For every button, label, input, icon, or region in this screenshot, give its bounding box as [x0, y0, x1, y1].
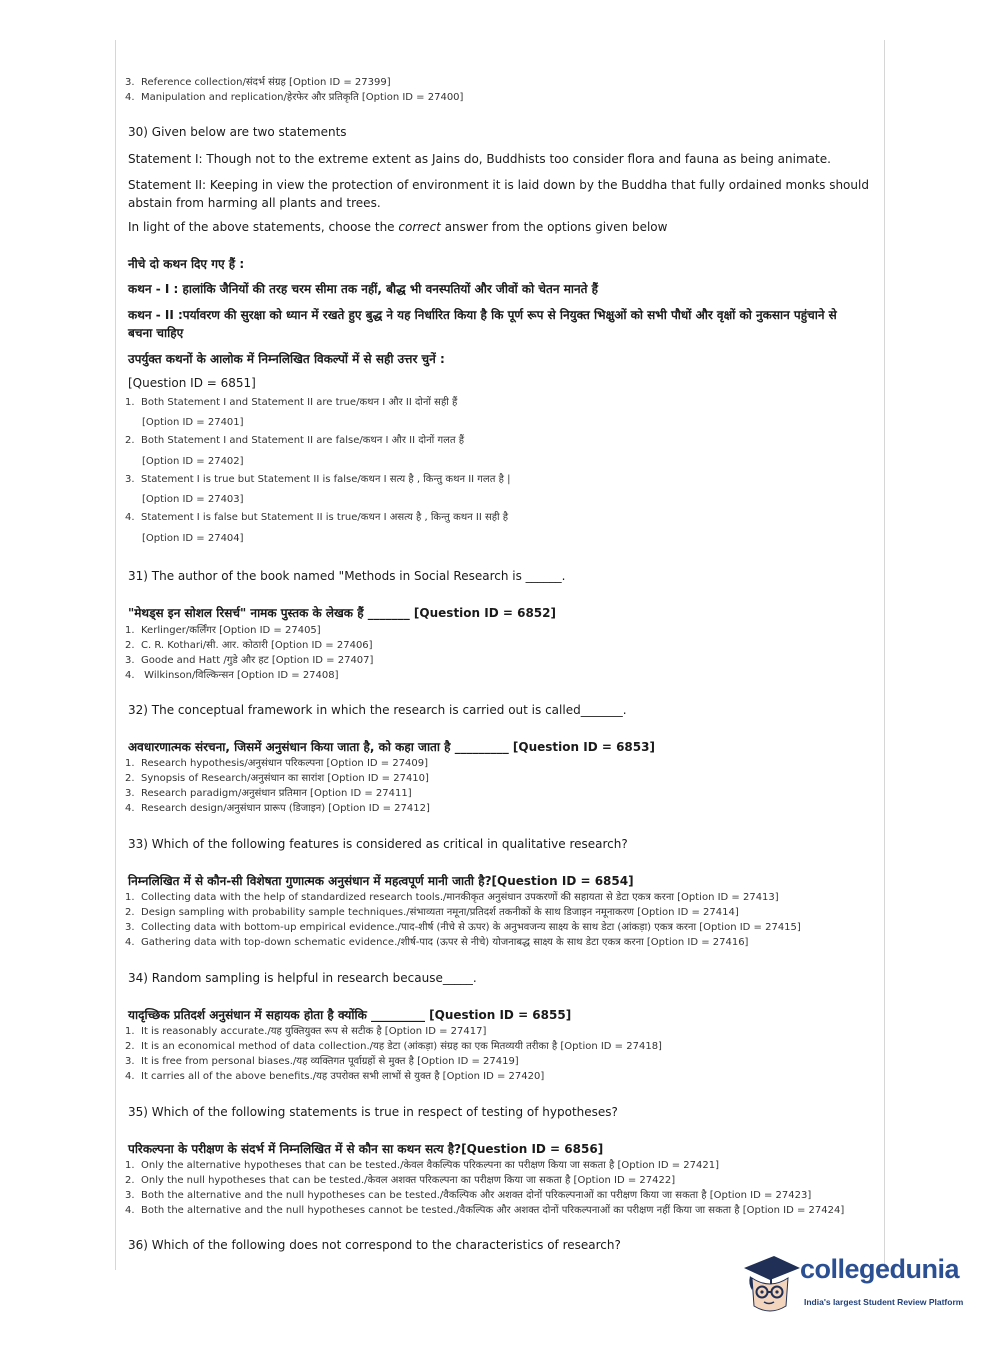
option-item: 2. Design sampling with probability sample techniques./संभाव्यता नमूना/प्रतिदर्श तकनीकों के साथ डिजाइन नमूनाकरण [Option ID = 27414]: [125, 907, 739, 918]
page-border-left: [115, 40, 116, 1270]
option-item: 1. It is reasonably accurate./यह युक्तियुक्त रूप से सटीक है [Option ID = 27417]: [125, 1026, 487, 1037]
option-item: 1. Research hypothesis/अनुसंधान परिकल्पना [Option ID = 27409]: [125, 758, 429, 769]
option-item: 4. Statement I is false but Statement II is true/कथन I असत्य है , किन्तु कथन II सही है: [125, 512, 509, 523]
question-30-statement-1: Statement I: Though not to the extreme extent as Jains do, Buddhists too consider flora and fauna as being animate.: [128, 152, 831, 166]
question-30-hindi-statement-2: कथन - II :पर्यावरण की सुरक्षा को ध्यान में रखते हुए बुद्ध ने यह निर्धारित किया है कि पूर्ण रूप से नियुक्त भिक्षुओं को सभी पौधों और वृक्षों को नुकसान पहुंचाने से बचना चाहिए: [128, 308, 837, 340]
option-item: 3. Both the alternative and the null hypotheses can be tested./वैकल्पिक और अशक्त दोनों परिकल्पनाओं का परीक्षण किया जा सकता है [Option ID = 27423]: [125, 1190, 812, 1201]
question-30-title: 30) Given below are two statements: [128, 125, 347, 139]
logo-wordmark: collegedunia: [800, 1254, 960, 1284]
question-30-hindi-intro: नीचे दो कथन दिए गए हैं :: [128, 257, 245, 271]
option-item: 4. Research design/अनुसंधान प्रारूप (डिजाइन) [Option ID = 27412]: [125, 803, 430, 814]
question-32-hindi: अवधारणात्मक संरचना, जिसमें अनुसंधान किया जाता है, को कहा जाता है _________ [Question ID = 6853]: [128, 740, 655, 754]
option-item: 1. Kerlinger/कर्लिंगर [Option ID = 27405]: [125, 625, 321, 636]
question-31-hindi: "मेथड्स इन सोशल रिसर्च" नामक पुस्तक के लेखक हैं _______ [Question ID = 6852]: [128, 606, 556, 620]
option-item: 2. Both Statement I and Statement II are false/कथन I और II दोनों गलत हैं: [125, 435, 465, 446]
logo-tagline: India's largest Student Review Platform: [804, 1297, 964, 1307]
option-item: 2. Only the null hypotheses that can be tested./केवल अशक्त परिकल्पना का परीक्षण किया जा सकता है [Option ID = 27422]: [125, 1175, 676, 1186]
option-id: [Option ID = 27403]: [142, 494, 244, 505]
option-item: 1. Both Statement I and Statement II are true/कथन I और II दोनों सही हैं: [125, 397, 458, 408]
question-33-title: 33) Which of the following features is considered as critical in qualitative research?: [128, 837, 628, 851]
question-30-id: [Question ID = 6851]: [128, 376, 256, 390]
collegedunia-logo[interactable]: [740, 1250, 980, 1316]
option-id: [Option ID = 27404]: [142, 533, 244, 544]
option-id: [Option ID = 27402]: [142, 456, 244, 467]
option-item: 2. Synopsis of Research/अनुसंधान का सारांश [Option ID = 27410]: [125, 773, 429, 784]
option-item: 3. It is free from personal biases./यह व्यक्तिगत पूर्वाग्रहों से मुक्त है [Option ID = 27419]: [125, 1056, 519, 1067]
student-mascot-icon: [740, 1250, 800, 1316]
option-item: 2. It is an economical method of data collection./यह डेटा (आंकड़ा) संग्रह का एक मितव्ययी तरीका है [Option ID = 27418]: [125, 1041, 662, 1052]
option-item: 3. Collecting data with bottom-up empirical evidence./पाद-शीर्ष (नीचे से ऊपर) के अनुभवजन्य साक्ष्य के साथ डेटा (आंकड़ा) एकत्र करना [Option ID = 27415]: [125, 922, 801, 933]
question-30-hindi-statement-1: कथन - I : हालांकि जैनियों की तरह चरम सीमा तक नहीं, बौद्ध भी वनस्पतियों और जीवों को चेतन मानते हैं: [128, 282, 599, 296]
question-34-title: 34) Random sampling is helpful in research because_____.: [128, 971, 477, 985]
option-item: 3. Reference collection/संदर्भ संग्रह [Option ID = 27399]: [125, 77, 391, 88]
option-item: 4. Wilkinson/विल्किन्सन [Option ID = 27408]: [125, 670, 339, 681]
option-item: 3. Statement I is true but Statement II is false/कथन I सत्य है , किन्तु कथन II गलत है |: [125, 474, 511, 485]
question-32-title: 32) The conceptual framework in which the research is carried out is called_______.: [128, 703, 627, 717]
question-34-hindi: यादृच्छिक प्रतिदर्श अनुसंधान में सहायक होता है क्योंकि _________ [Question ID = 6855]: [128, 1008, 572, 1022]
question-30-instruction: In light of the above statements, choose the correct answer from the options given below: [128, 220, 668, 234]
option-item: 1. Only the alternative hypotheses that can be tested./केवल वैकल्पिक परिकल्पना का परीक्षण किया जा सकता है [Option ID = 27421]: [125, 1160, 719, 1171]
question-35-title: 35) Which of the following statements is true in respect of testing of hypotheses?: [128, 1105, 618, 1119]
question-30-statement-2: Statement II: Keeping in view the protection of environment it is laid down by the Buddha that fully ordained monks should abstain from harming all plants and trees.: [128, 178, 869, 210]
option-item: 1. Collecting data with the help of standardized research tools./मानकीकृत अनुसंधान उपकरणों की सहायता से डेटा एकत्र करना [Option ID = 27413]: [125, 892, 779, 903]
option-item: 4. Both the alternative and the null hypotheses cannot be tested./वैकल्पिक और अशक्त दोनों परिकल्पनाओं का परीक्षण नहीं किया जा सकता है [Option ID = 27424]: [125, 1205, 845, 1216]
page-border-right: [884, 40, 885, 1270]
option-item: 3. Research paradigm/अनुसंधान प्रतिमान [Option ID = 27411]: [125, 788, 412, 799]
option-item: 4. Gathering data with top-down schematic evidence./शीर्ष-पाद (ऊपर से नीचे) योजनाबद्ध साक्ष्य के साथ डेटा एकत्र करना [Option ID = 27416]: [125, 937, 749, 948]
option-item: 4. It carries all of the above benefits./यह उपरोक्त सभी लाभों से युक्त है [Option ID = 27420]: [125, 1071, 545, 1082]
question-31-title: 31) The author of the book named "Methods in Social Research is ______.: [128, 569, 566, 583]
option-item: 2. C. R. Kothari/सी. आर. कोठारी [Option ID = 27406]: [125, 640, 373, 651]
option-item: 3. Goode and Hatt /गुडे और हट [Option ID = 27407]: [125, 655, 374, 666]
question-33-hindi: निम्नलिखित में से कौन-सी विशेषता गुणात्मक अनुसंधान में महत्वपूर्ण मानी जाती है?[Question ID = 6854]: [128, 874, 634, 888]
option-item: 4. Manipulation and replication/हेरफेर और प्रतिकृति [Option ID = 27400]: [125, 92, 464, 103]
option-id: [Option ID = 27401]: [142, 417, 244, 428]
question-36-title: 36) Which of the following does not correspond to the characteristics of research?: [128, 1238, 621, 1252]
question-30-hindi-instruction: उपर्युक्त कथनों के आलोक में निम्नलिखित विकल्पों में से सही उत्तर चुनें :: [128, 352, 445, 366]
question-35-hindi: परिकल्पना के परीक्षण के संदर्भ में निम्नलिखित में से कौन सा कथन सत्य है?[Question ID = 6856]: [128, 1142, 604, 1156]
